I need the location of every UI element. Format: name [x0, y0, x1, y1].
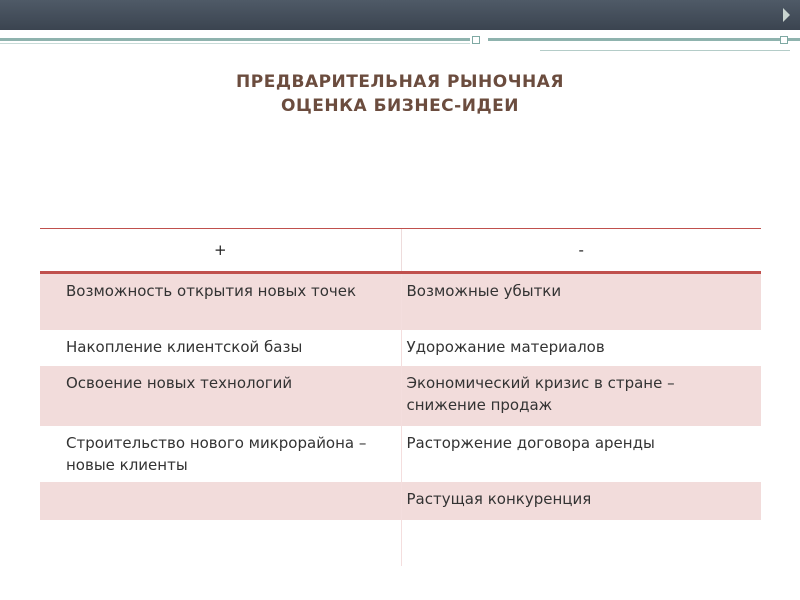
table-row	[40, 273, 761, 331]
table-row	[40, 482, 761, 520]
table-cell-plus: Накопление клиентской базы	[40, 330, 401, 366]
table-cell-plus	[40, 520, 401, 566]
table-cell-minus: Растущая конкуренция	[401, 482, 761, 520]
slide-title-line-1: ПРЕДВАРИТЕЛЬНАЯ РЫНОЧНАЯ	[236, 72, 564, 92]
table-cell-minus: Экономический кризис в стране – снижение продаж	[401, 366, 761, 426]
table-cell-minus: Возможные убытки	[401, 273, 761, 331]
table-row	[40, 426, 761, 482]
accent-line	[540, 50, 790, 51]
accent-square	[780, 36, 788, 44]
table-cell-plus: Возможность открытия новых точек	[40, 273, 401, 331]
table-cell-minus: Удорожание материалов	[401, 330, 761, 366]
table-cell-plus: Освоение новых технологий	[40, 366, 401, 426]
table-row	[40, 520, 761, 566]
accent-square	[472, 36, 480, 44]
accent-line	[0, 38, 470, 41]
table-cell-plus: Строительство нового микрорайона – новые клиенты	[40, 426, 401, 482]
triangle-icon	[783, 8, 790, 22]
top-decorative-bar	[0, 0, 800, 30]
slide-title-line-2: ОЦЕНКА БИЗНЕС-ИДЕИ	[281, 96, 519, 116]
table-header-row	[40, 229, 761, 273]
slide-title	[0, 70, 800, 118]
table-cell-minus	[401, 520, 761, 566]
header-minus: -	[401, 229, 761, 273]
table-cell-plus	[40, 482, 401, 520]
table-cell-minus: Расторжение договора аренды	[401, 426, 761, 482]
header-plus: +	[40, 229, 401, 273]
table-row	[40, 366, 761, 426]
accent-line	[0, 43, 470, 44]
table-row	[40, 330, 761, 366]
accent-line	[488, 38, 800, 41]
pros-cons-table	[40, 228, 761, 566]
